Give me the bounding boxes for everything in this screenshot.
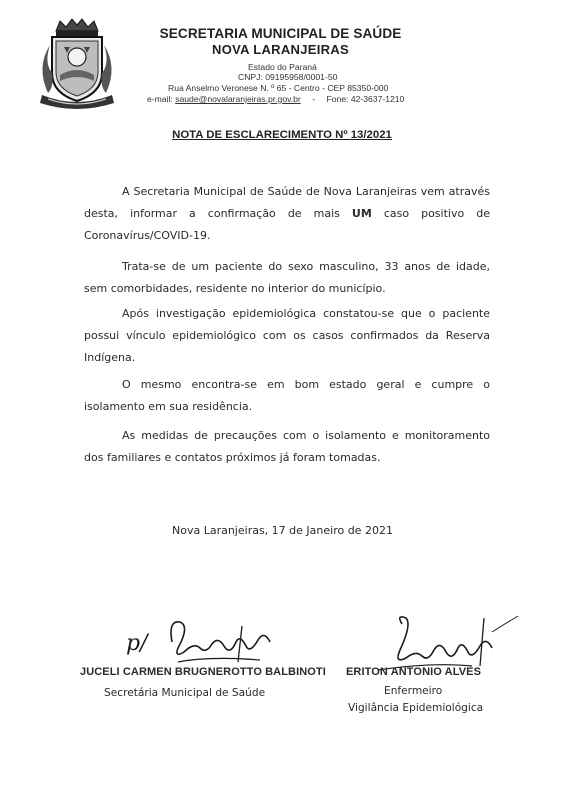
header-organization: SECRETARIA MUNICIPAL DE SAÚDE [159,26,402,41]
header-cnpj: CNPJ: 09195958/0001-50 [238,72,338,82]
paragraph-5-text: As medidas de precauções com o isolamento e monitoramento dos familiares e contatos próximos já foram tomadas. [84,429,490,464]
phone-number: Fone: 42-3637-1210 [326,94,405,104]
paragraph-4-text: O mesmo encontra-se em bom estado geral e cumpre o isolamento em sua residência. [84,378,490,413]
header-city: NOVA LARANJEIRAS [212,42,349,57]
header-contact [147,94,404,104]
paragraph-2-text: Trata-se de um paciente do sexo masculino, 33 anos de idade, sem comorbidades, residente no interior do município. [84,260,490,295]
paragraph-1-bold: UM [351,207,372,220]
signature-1-mark: p/ [126,631,148,656]
signatory-2-role: Enfermeiro [384,685,443,697]
paragraph-2 [84,256,490,300]
paragraph-5 [84,425,490,469]
paragraph-4 [84,374,490,418]
paragraph-3-text: Após investigação epidemiológica constatou-se que o paciente possui vínculo epidemiológico com os casos confirmados da Reserva Indígena. [84,307,490,364]
paragraph-3 [84,303,490,369]
paragraph-1 [84,181,490,247]
contact-separator: - [312,94,316,104]
signatory-2-name: ERITON ANTONIO ALVES [346,666,482,678]
signatory-2-department: Vigilância Epidemiológica [348,702,484,714]
signature-scrawl-1 [120,612,280,674]
paragraph-1-text-a: A Secretaria Municipal de Saúde de Nova Laranjeiras vem através desta, informar a confirmação de mais [84,185,490,220]
coat-of-arms-icon [34,17,120,109]
header-address: Rua Anselmo Veronese N. º 65 - Centro - CEP 85350-000 [168,83,389,93]
email-label: e-mail: [147,94,173,104]
document-title: NOTA DE ESCLARECIMENTO Nº 13/2021 [172,129,392,141]
dateline: Nova Laranjeiras, 17 de Janeiro de 2021 [172,524,393,537]
signatory-1-name: JUCELI CARMEN BRUGNEROTTO BALBINOTI [80,666,326,678]
header-state: Estado do Paraná [248,62,317,72]
paragraph-1-text-b: caso positivo de Coronavírus/COVID-19. [84,207,490,242]
email-link[interactable]: saude@novalaranjeiras.pr.gov.br [175,94,301,104]
signatory-1-role: Secretária Municipal de Saúde [104,687,266,699]
